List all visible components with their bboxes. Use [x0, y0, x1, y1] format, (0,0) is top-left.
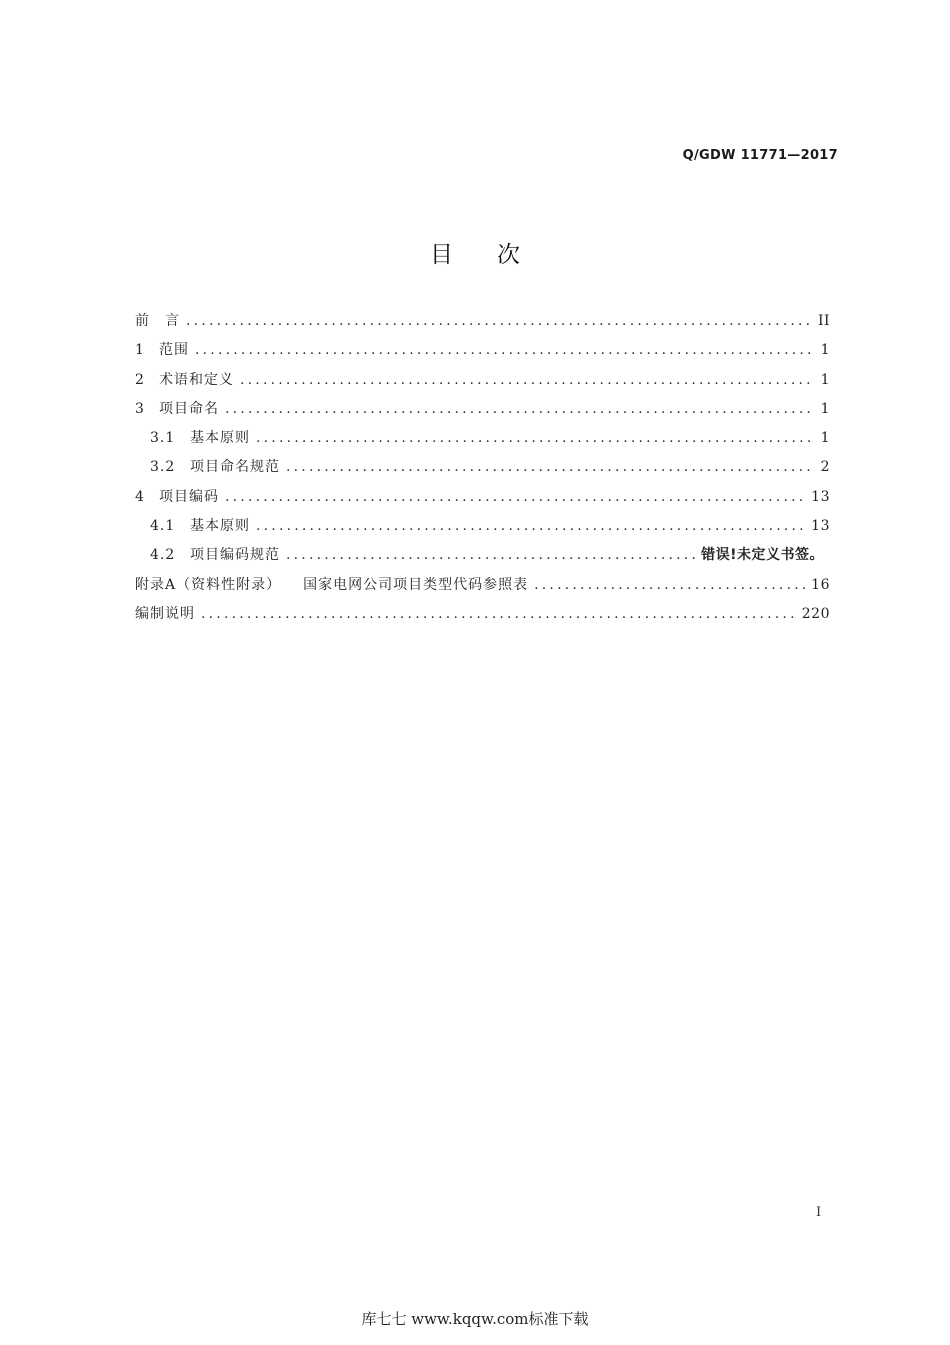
toc-entry-basic-principles-3-1[interactable] — [135, 427, 830, 456]
toc-entry-coding-rules[interactable] — [135, 544, 830, 573]
standard-code: Q/GDW 11771—2017 — [682, 148, 838, 163]
toc-entry-appendix-label: 附录A（资料性附录） — [135, 576, 282, 593]
toc-entry-title: 术语和定义 — [159, 371, 234, 388]
dot-leader — [286, 459, 815, 475]
toc-entry-number: 3 — [135, 400, 145, 417]
toc-entry-page: 13 — [811, 518, 830, 535]
toc-entry-title: 项目编码规范 — [190, 547, 280, 564]
footer-watermark: 库七七 www.kqqw.com标准下载 — [361, 1310, 589, 1328]
toc-entry-number: 2 — [135, 371, 145, 388]
page-title: 目次 — [430, 242, 564, 268]
toc-entry-title: 编制说明 — [135, 605, 195, 622]
toc-entry-number: 1 — [135, 342, 145, 359]
toc-entry-title: 前 言 — [135, 313, 180, 329]
dot-leader — [201, 606, 796, 622]
toc-entry-explanation[interactable] — [135, 603, 830, 632]
toc-entry-basic-principles-4-1[interactable] — [135, 515, 830, 544]
toc-entry-appendix-a[interactable] — [135, 574, 830, 603]
dot-leader — [225, 489, 805, 505]
toc-entry-number: 4.1 — [150, 518, 176, 535]
toc-entry-project-coding[interactable] — [135, 486, 830, 515]
toc-entry-foreword[interactable] — [135, 310, 830, 339]
toc-entry-page: 1 — [820, 430, 830, 447]
dot-leader — [256, 430, 815, 446]
toc-entry-page: 16 — [811, 576, 830, 593]
dot-leader — [534, 577, 805, 593]
dot-leader — [240, 372, 815, 388]
dot-leader — [195, 342, 815, 358]
toc-entry-naming-rules[interactable] — [135, 456, 830, 485]
toc-entry-scope[interactable] — [135, 339, 830, 368]
toc-entry-page: 1 — [820, 342, 830, 359]
toc-entry-title: 国家电网公司项目类型代码参照表 — [303, 576, 529, 593]
toc-entry-number: 3.2 — [150, 459, 176, 476]
toc-entry-title: 项目命名 — [159, 400, 219, 417]
toc-entry-page: 13 — [811, 488, 830, 505]
toc-entry-title: 基本原则 — [190, 518, 250, 535]
page-number: I — [816, 1205, 822, 1220]
toc-entry-page: II — [817, 313, 830, 329]
toc-entry-title: 项目命名规范 — [190, 459, 280, 476]
toc-entry-title: 范围 — [159, 342, 189, 359]
dot-leader — [286, 547, 695, 563]
toc-entry-page: 220 — [801, 605, 830, 622]
toc-entry-page-error: 错误!未定义书签。 — [701, 547, 824, 564]
toc-entry-project-naming[interactable] — [135, 398, 830, 427]
toc-entry-number: 3.1 — [150, 430, 176, 447]
toc-entry-terms[interactable] — [135, 369, 830, 398]
toc-entry-number: 4.2 — [150, 547, 176, 564]
toc-entry-title: 基本原则 — [190, 430, 250, 447]
toc-entry-page: 2 — [820, 459, 830, 476]
toc-entry-number: 4 — [135, 488, 145, 505]
dot-leader — [256, 518, 805, 534]
table-of-contents — [135, 310, 830, 632]
toc-entry-title: 项目编码 — [159, 488, 219, 505]
dot-leader — [225, 401, 815, 417]
toc-entry-page: 1 — [820, 371, 830, 388]
toc-entry-page: 1 — [820, 400, 830, 417]
dot-leader — [186, 313, 812, 329]
